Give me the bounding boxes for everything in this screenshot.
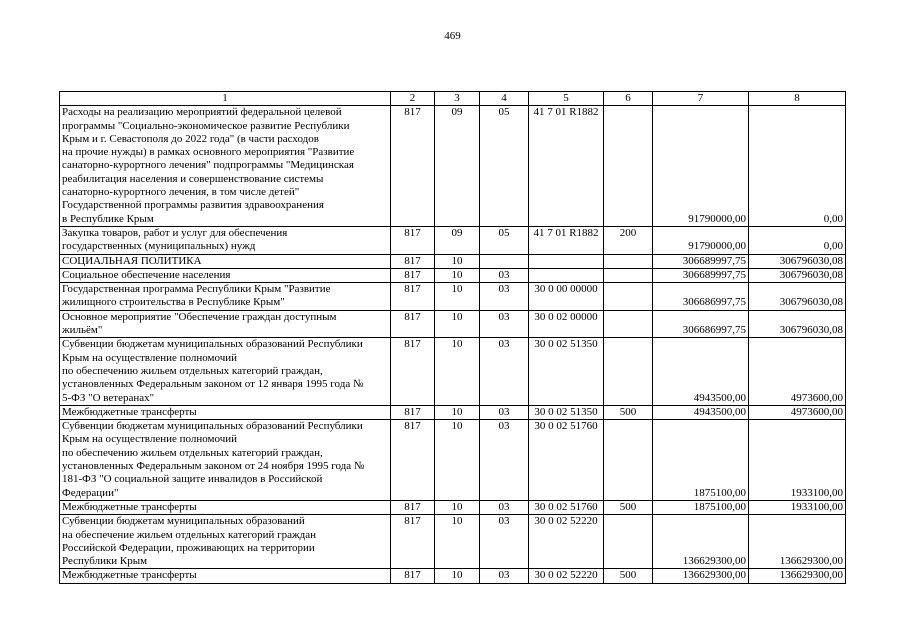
cell-subsection xyxy=(480,254,529,268)
cell-section: 10 xyxy=(435,405,480,419)
cell-section: 10 xyxy=(435,254,480,268)
cell-amount-2: 306796030,08 xyxy=(749,283,846,311)
cell-amount-2: 136629300,00 xyxy=(749,515,846,569)
cell-amount-1: 4943500,00 xyxy=(653,338,749,405)
cell-ministry: 817 xyxy=(391,569,435,583)
cell-section: 10 xyxy=(435,310,480,338)
row-description: СОЦИАЛЬНАЯ ПОЛИТИКА xyxy=(60,254,391,268)
row-description: Государственная программа Республики Крым "Развитие жилищного строительства в Республике Крым" xyxy=(60,283,391,311)
cell-expense-type: 500 xyxy=(604,569,653,583)
cell-subsection: 05 xyxy=(480,106,529,227)
cell-amount-1: 306686997,75 xyxy=(653,310,749,338)
cell-amount-1: 91790000,00 xyxy=(653,226,749,254)
cell-target-article: 30 0 02 52220 xyxy=(529,569,604,583)
cell-subsection: 05 xyxy=(480,226,529,254)
cell-subsection: 03 xyxy=(480,500,529,514)
cell-section: 10 xyxy=(435,268,480,282)
row-description: Субвенции бюджетам муниципальных образований Республики Крым на осуществление полномочий по обеспечению жильем отдельных категорий граждан, установленных Федеральным законом от 24 ноября 1995 года № 181-ФЗ "О социальной защите инвалидов в Российской Федерации" xyxy=(60,420,391,501)
cell-subsection: 03 xyxy=(480,338,529,405)
cell-ministry: 817 xyxy=(391,338,435,405)
cell-ministry: 817 xyxy=(391,226,435,254)
page-number: 469 xyxy=(444,30,461,42)
cell-amount-1: 306686997,75 xyxy=(653,283,749,311)
cell-expense-type: 500 xyxy=(604,500,653,514)
cell-section: 10 xyxy=(435,515,480,569)
cell-section: 10 xyxy=(435,283,480,311)
cell-amount-1: 136629300,00 xyxy=(653,515,749,569)
cell-target-article: 41 7 01 R1882 xyxy=(529,226,604,254)
cell-ministry: 817 xyxy=(391,283,435,311)
cell-ministry: 817 xyxy=(391,106,435,227)
cell-amount-2: 0,00 xyxy=(749,106,846,227)
cell-section: 10 xyxy=(435,500,480,514)
header-col-5: 5 xyxy=(529,92,604,106)
table-row xyxy=(60,500,846,514)
cell-section: 10 xyxy=(435,338,480,405)
cell-ministry: 817 xyxy=(391,405,435,419)
header-col-7: 7 xyxy=(653,92,749,106)
cell-expense-type xyxy=(604,420,653,501)
row-description: Расходы на реализацию мероприятий федеральной целевой программы "Социально-экономическое развитие Республики Крым и г. Севастополя до 2022 года" (в части расходов на прочие нужды) в рамках основного мероприятия "Развитие санаторно-курортного лечения" подпрограммы "Медицинская реабилитация населения и совершенствование системы санаторно-курортного лечения, в том числе детей" Государственной программы развития здравоохранения в Республике Крым xyxy=(60,106,391,227)
cell-ministry: 817 xyxy=(391,268,435,282)
row-description: Субвенции бюджетам муниципальных образований Республики Крым на осуществление полномочий по обеспечению жильем отдельных категорий граждан, установленных Федеральным законом от 12 января 1995 года № 5-ФЗ "О ветеранах" xyxy=(60,338,391,405)
cell-section: 10 xyxy=(435,569,480,583)
cell-subsection: 03 xyxy=(480,569,529,583)
cell-subsection: 03 xyxy=(480,283,529,311)
table-row xyxy=(60,226,846,254)
header-col-4: 4 xyxy=(480,92,529,106)
table-row xyxy=(60,254,846,268)
cell-subsection: 03 xyxy=(480,310,529,338)
cell-amount-1: 306689997,75 xyxy=(653,268,749,282)
row-description: Закупка товаров, работ и услуг для обеспечения государственных (муниципальных) нужд xyxy=(60,226,391,254)
cell-amount-2: 1933100,00 xyxy=(749,420,846,501)
header-col-2: 2 xyxy=(391,92,435,106)
cell-target-article: 41 7 01 R1882 xyxy=(529,106,604,227)
cell-target-article: 30 0 00 00000 xyxy=(529,283,604,311)
cell-subsection: 03 xyxy=(480,405,529,419)
cell-subsection: 03 xyxy=(480,515,529,569)
row-description: Субвенции бюджетам муниципальных образований на обеспечение жильем отдельных категорий граждан Российской Федерации, проживающих на территории Республики Крым xyxy=(60,515,391,569)
cell-target-article: 30 0 02 51760 xyxy=(529,420,604,501)
cell-section: 10 xyxy=(435,420,480,501)
row-description: Межбюджетные трансферты xyxy=(60,405,391,419)
table-row xyxy=(60,405,846,419)
header-row xyxy=(60,92,846,106)
row-description: Основное мероприятие "Обеспечение граждан доступным жильём" xyxy=(60,310,391,338)
cell-amount-2: 306796030,08 xyxy=(749,254,846,268)
cell-target-article xyxy=(529,268,604,282)
cell-expense-type xyxy=(604,310,653,338)
cell-amount-2: 306796030,08 xyxy=(749,310,846,338)
cell-ministry: 817 xyxy=(391,420,435,501)
table-row xyxy=(60,268,846,282)
header-col-1: 1 xyxy=(60,92,391,106)
cell-section: 09 xyxy=(435,106,480,227)
cell-expense-type xyxy=(604,338,653,405)
row-description: Межбюджетные трансферты xyxy=(60,569,391,583)
row-description: Межбюджетные трансферты xyxy=(60,500,391,514)
cell-target-article: 30 0 02 51760 xyxy=(529,500,604,514)
cell-target-article: 30 0 02 52220 xyxy=(529,515,604,569)
cell-amount-2: 136629300,00 xyxy=(749,569,846,583)
cell-subsection: 03 xyxy=(480,268,529,282)
cell-amount-1: 306689997,75 xyxy=(653,254,749,268)
cell-expense-type xyxy=(604,515,653,569)
cell-target-article xyxy=(529,254,604,268)
cell-expense-type xyxy=(604,254,653,268)
cell-expense-type xyxy=(604,283,653,311)
table-row xyxy=(60,515,846,569)
row-description: Социальное обеспечение населения xyxy=(60,268,391,282)
cell-target-article: 30 0 02 00000 xyxy=(529,310,604,338)
budget-table xyxy=(59,91,846,584)
header-col-3: 3 xyxy=(435,92,480,106)
table-row xyxy=(60,338,846,405)
cell-amount-1: 136629300,00 xyxy=(653,569,749,583)
table-row xyxy=(60,420,846,501)
cell-subsection: 03 xyxy=(480,420,529,501)
cell-amount-2: 4973600,00 xyxy=(749,338,846,405)
cell-expense-type: 200 xyxy=(604,226,653,254)
cell-amount-2: 306796030,08 xyxy=(749,268,846,282)
cell-expense-type xyxy=(604,268,653,282)
cell-amount-1: 1875100,00 xyxy=(653,500,749,514)
cell-expense-type xyxy=(604,106,653,227)
cell-amount-1: 91790000,00 xyxy=(653,106,749,227)
header-col-6: 6 xyxy=(604,92,653,106)
cell-amount-1: 1875100,00 xyxy=(653,420,749,501)
cell-ministry: 817 xyxy=(391,310,435,338)
cell-target-article: 30 0 02 51350 xyxy=(529,338,604,405)
cell-amount-2: 0,00 xyxy=(749,226,846,254)
cell-ministry: 817 xyxy=(391,254,435,268)
table-row xyxy=(60,569,846,583)
cell-ministry: 817 xyxy=(391,500,435,514)
cell-ministry: 817 xyxy=(391,515,435,569)
cell-section: 09 xyxy=(435,226,480,254)
cell-amount-2: 4973600,00 xyxy=(749,405,846,419)
header-col-8: 8 xyxy=(749,92,846,106)
cell-target-article: 30 0 02 51350 xyxy=(529,405,604,419)
cell-amount-1: 4943500,00 xyxy=(653,405,749,419)
cell-expense-type: 500 xyxy=(604,405,653,419)
table-row xyxy=(60,310,846,338)
cell-amount-2: 1933100,00 xyxy=(749,500,846,514)
table-row xyxy=(60,283,846,311)
table-row xyxy=(60,106,846,227)
